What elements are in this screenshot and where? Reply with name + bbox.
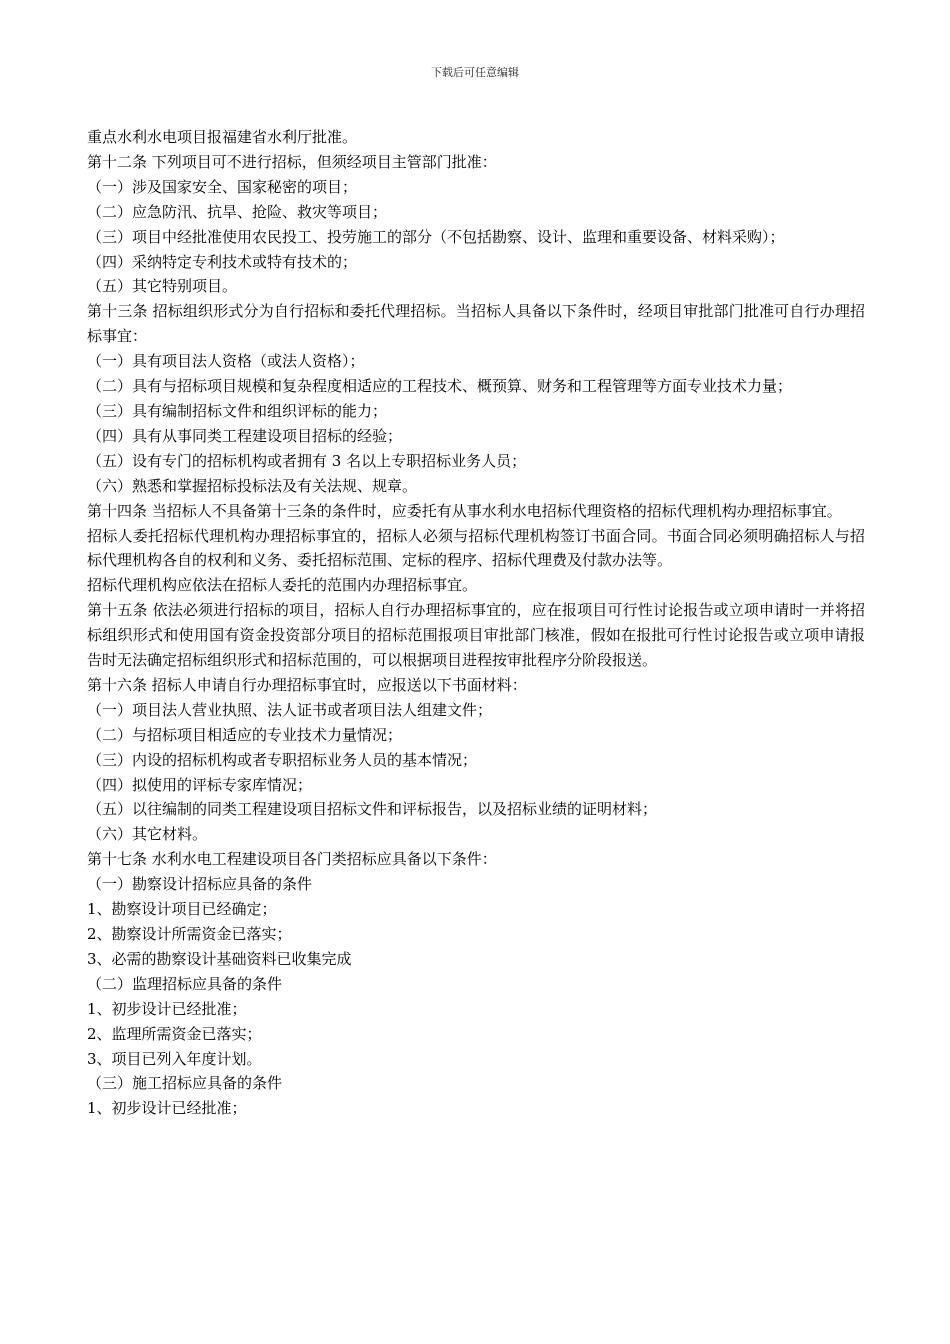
list-item: （二）具有与招标项目规模和复杂程度相适应的工程技术、概预算、财务和工程管理等方面专业技术力量； [87, 377, 793, 396]
list-item: （一）涉及国家安全、国家秘密的项目； [87, 177, 358, 196]
list-item: （三）具有编制招标文件和组织评标的能力； [87, 401, 388, 420]
list-item: （三）项目中经批准使用农民投工、投劳施工的部分（不包括勘察、设计、监理和重要设备、材料采购）； [87, 227, 785, 246]
list-item: （二）应急防汛、抗旱、抢险、救灾等项目； [87, 202, 388, 221]
list-item: （五）设有专门的招标机构或者拥有 3 名以上专职招标业务人员； [87, 451, 527, 470]
document-body [87, 125, 865, 1121]
paragraph-1: 重点水利水电项目报福建省水利厅批准。 [87, 128, 358, 146]
subsection-heading: （二）监理招标应具备的条件 [87, 974, 283, 993]
list-item: （四）采纳特定专利技术或特有技术的； [87, 252, 358, 271]
list-item: 1、勘察设计项目已经确定； [87, 900, 277, 919]
article-13-heading: 第十三条 招标组织形式分为自行招标和委托代理招标。当招标人具备以下条件时，经项目审批部门批准可自行办理招标事宜： [87, 302, 865, 346]
article-15-heading: 第十五条 依法必须进行招标的项目，招标人自行办理招标事宜的，应在报项目可行性讨论报告或立项申请时一并将招标组织形式和使用国有资金投资部分项目的招标范围报项目审批部门核准，假如在报批可行性讨论报告或立项申请报告时无法确定招标组织形式和招标范围的，可以根据项目进程按审批程序分阶段报送。 [87, 601, 865, 670]
list-item: （三）内设的招标机构或者专职招标业务人员的基本情况； [87, 750, 478, 769]
paragraph-text: 招标代理机构应依法在招标人委托的范围内办理招标事宜。 [87, 576, 478, 595]
list-item: （四）具有从事同类工程建设项目招标的经验； [87, 426, 403, 445]
list-item: 3、必需的勘察设计基础资料已收集完成 [87, 949, 352, 968]
article-16-heading: 第十六条 招标人申请自行办理招标事宜时，应报送以下书面材料： [87, 675, 527, 694]
list-item: 2、勘察设计所需资金已落实； [87, 925, 292, 943]
subsection-heading: （三）施工招标应具备的条件 [87, 1074, 283, 1093]
list-item: （一）具有项目法人资格（或法人资格）； [87, 352, 365, 371]
subsection-heading: （一）勘察设计招标应具备的条件 [87, 875, 313, 894]
list-item: （二）与招标项目相适应的专业技术力量情况； [87, 725, 403, 744]
page-header: 下载后可任意编辑 [431, 66, 519, 79]
list-item: （六）熟悉和掌握招标投标法及有关法规、规章。 [87, 476, 418, 495]
list-item: 1、初步设计已经批准； [87, 999, 247, 1018]
list-item: （五）以往编制的同类工程建设项目招标文件和评标报告，以及招标业绩的证明材料； [87, 800, 658, 819]
list-item: 1、初步设计已经批准； [87, 1099, 247, 1118]
list-item: （六）其它材料。 [87, 825, 208, 844]
list-item: （一）项目法人营业执照、法人证书或者项目法人组建文件； [87, 700, 493, 719]
article-14-heading: 第十四条 当招标人不具备第十三条的条件时，应委托有从事水利水电招标代理资格的招标代理机构办理招标事宜。 [87, 501, 842, 520]
list-item: （四）拟使用的评标专家库情况； [87, 775, 313, 794]
paragraph-text: 招标人委托招标代理机构办理招标事宜的，招标人必须与招标代理机构签订书面合同。书面合同必须明确招标人与招标代理机构各自的权利和义务、委托招标范围、定标的程序、招标代理费及付款办法等。 [87, 526, 865, 570]
article-17-heading: 第十七条 水利水电工程建设项目各门类招标应具备以下条件： [87, 850, 497, 869]
article-12-heading: 第十二条 下列项目可不进行招标，但须经项目主管部门批准： [87, 152, 497, 171]
list-item: 3、项目已列入年度计划。 [87, 1049, 262, 1068]
list-item: 2、监理所需资金已落实； [87, 1024, 262, 1043]
list-item: （五）其它特别项目。 [87, 277, 238, 296]
